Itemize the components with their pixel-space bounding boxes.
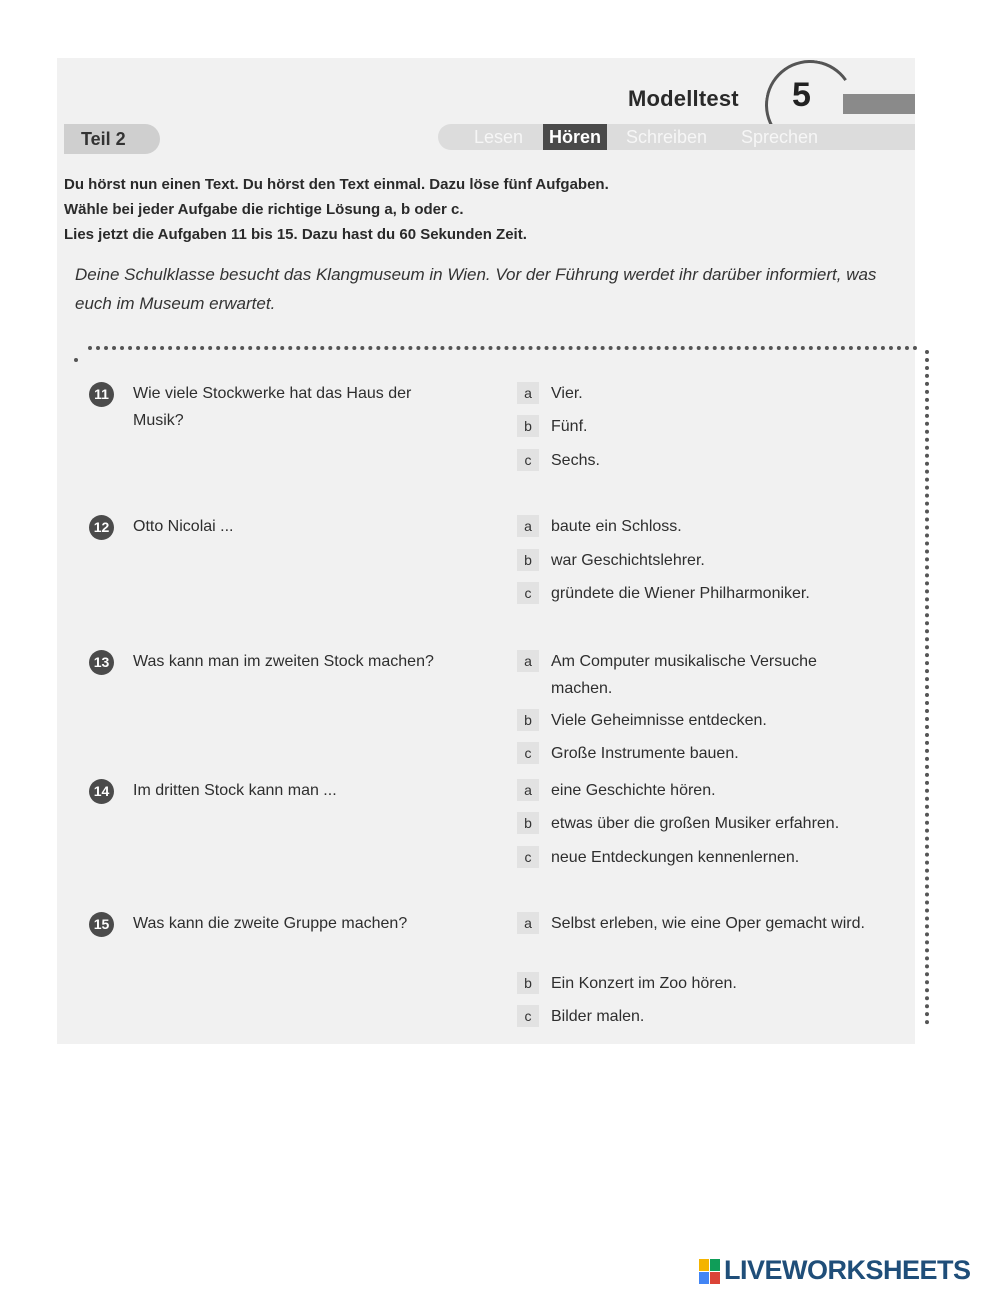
- option-text[interactable]: Fünf.: [551, 418, 588, 435]
- tab-schreiben: Schreiben: [626, 127, 708, 147]
- option-letter: b: [517, 415, 539, 437]
- option-text[interactable]: Viele Geheimnisse entdecken.: [551, 712, 767, 729]
- option-letter: a: [517, 912, 539, 934]
- option-letter: a: [517, 382, 539, 404]
- question-number-11: 11: [89, 382, 114, 407]
- option-text[interactable]: gründete die Wiener Philharmoniker.: [551, 585, 810, 602]
- instruction-line-1: Du hörst nun einen Text. Du hörst den Text einmal. Dazu löse fünf Aufgaben.: [64, 176, 609, 193]
- option-letter: c: [517, 449, 539, 471]
- option-letter: b: [517, 709, 539, 731]
- option-letter: c: [517, 846, 539, 868]
- option-text[interactable]: Selbst erleben, wie eine Oper gemacht wird.: [551, 915, 865, 932]
- question-number-12: 12: [89, 515, 114, 540]
- option-text[interactable]: neue Entdeckungen kennenlernen.: [551, 849, 800, 866]
- question-text-14: Im dritten Stock kann man ...: [133, 782, 337, 799]
- dotted-border-corner: [74, 358, 78, 362]
- option-letter: b: [517, 812, 539, 834]
- option-text[interactable]: Ein Konzert im Zoo hören.: [551, 975, 737, 992]
- option-text[interactable]: baute ein Schloss.: [551, 518, 682, 535]
- header-bar-decoration: [843, 94, 915, 114]
- option-letter: c: [517, 582, 539, 604]
- option-text[interactable]: Bilder malen.: [551, 1008, 645, 1025]
- option-text[interactable]: Vier.: [551, 385, 583, 402]
- question-text-15: Was kann die zweite Gruppe machen?: [133, 915, 408, 932]
- test-number: 5: [792, 76, 811, 114]
- question-text-12: Otto Nicolai ...: [133, 518, 234, 535]
- option-text[interactable]: Große Instrumente bauen.: [551, 745, 739, 762]
- option-letter: a: [517, 650, 539, 672]
- liveworksheets-logo-icon: [699, 1259, 721, 1285]
- option-text[interactable]: war Geschichtslehrer.: [551, 552, 705, 569]
- question-number-15: 15: [89, 912, 114, 937]
- question-text-11: Wie viele Stockwerke hat das Haus der Musik?: [133, 385, 412, 429]
- liveworksheets-logo-text[interactable]: LIVEWORKSHEETS: [724, 1255, 971, 1285]
- tab-sprechen: Sprechen: [741, 127, 819, 147]
- option-letter: c: [517, 742, 539, 764]
- question-number-14: 14: [89, 779, 114, 804]
- option-letter: b: [517, 972, 539, 994]
- option-letter: a: [517, 515, 539, 537]
- section-label: Teil 2: [64, 124, 160, 154]
- option-letter: a: [517, 779, 539, 801]
- question-number-13: 13: [89, 650, 114, 675]
- dotted-border-right: [925, 350, 929, 1025]
- option-text[interactable]: etwas über die großen Musiker erfahren.: [551, 815, 840, 832]
- option-text[interactable]: Am Computer musikalische Versuche machen.: [551, 653, 817, 697]
- option-text[interactable]: eine Geschichte hören.: [551, 782, 716, 799]
- question-text-13: Was kann man im zweiten Stock machen?: [133, 653, 434, 670]
- option-letter: b: [517, 549, 539, 571]
- instruction-line-3: Lies jetzt die Aufgaben 11 bis 15. Dazu hast du 60 Sekunden Zeit.: [64, 226, 527, 243]
- instruction-line-2: Wähle bei jeder Aufgabe die richtige Lösung a, b oder c.: [64, 201, 464, 218]
- tab-hoeren: Hören: [543, 124, 607, 150]
- option-text[interactable]: Sechs.: [551, 452, 600, 469]
- test-title: Modelltest: [628, 86, 739, 111]
- dotted-border-top: [88, 346, 918, 350]
- option-letter: c: [517, 1005, 539, 1027]
- tab-lesen: Lesen: [474, 127, 524, 147]
- situation-text: Deine Schulklasse besucht das Klangmuseum in Wien. Vor der Führung werdet ihr darüber informiert, was euch im Museum erwartet.: [75, 265, 877, 313]
